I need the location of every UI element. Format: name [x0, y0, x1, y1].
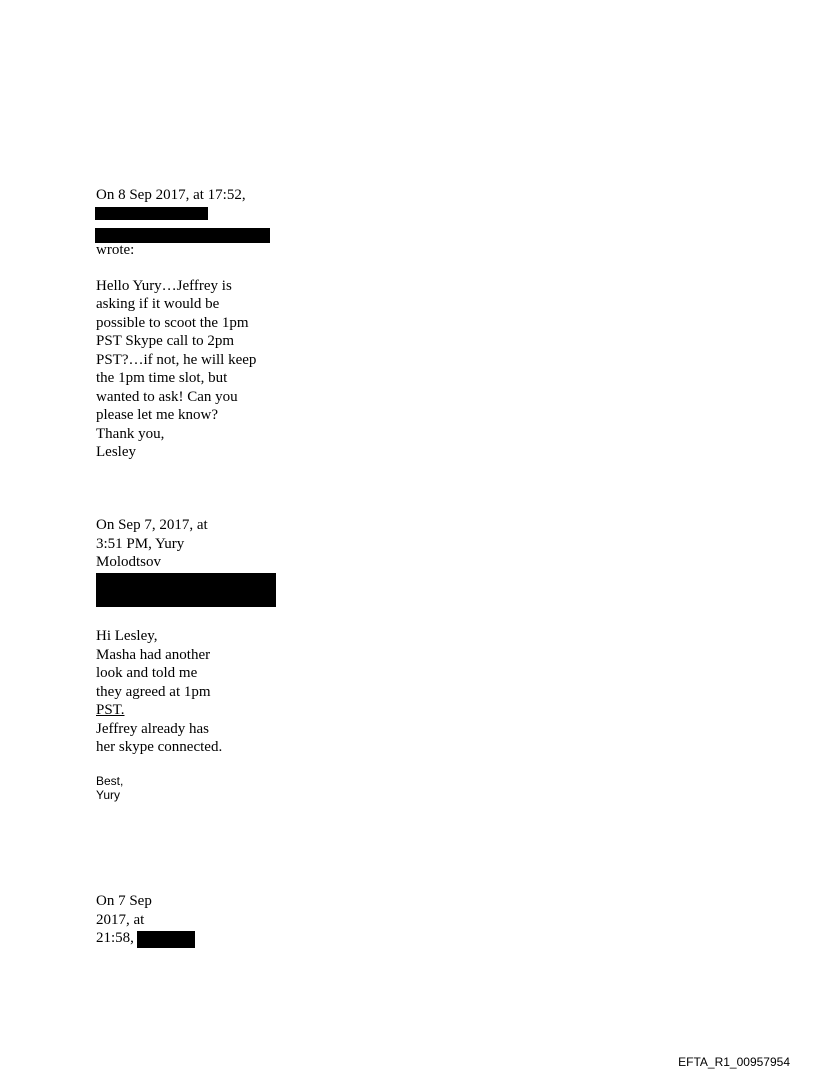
email1-wrote-label: wrote:: [96, 242, 135, 258]
email1-body-line: Thank you,: [96, 426, 165, 442]
email2-body-line: Hi Lesley,: [96, 628, 158, 644]
email1-header-line: On 8 Sep 2017, at 17:52,: [96, 187, 246, 203]
email2-signoff: Best,: [96, 774, 124, 788]
email2-body-line: Masha had another: [96, 647, 211, 663]
email2-body-line: Jeffrey already has: [96, 721, 209, 737]
email2-body-line: her skype connected.: [96, 739, 223, 755]
email1-body-line: PST?…if not, he will keep: [96, 352, 257, 368]
email1-body-line: Hello Yury…Jeffrey is: [96, 278, 232, 294]
email1-signature: Lesley: [96, 444, 136, 460]
email3-header-line: On 7 Sep: [96, 893, 152, 909]
email1-body-line: possible to scoot the 1pm: [96, 315, 249, 331]
email1-body-line: the 1pm time slot, but: [96, 370, 228, 386]
email1-body-line: please let me know?: [96, 407, 219, 423]
email2-pst-link[interactable]: PST.: [96, 702, 125, 718]
email1-body-line: wanted to ask! Can you: [96, 389, 238, 405]
email1-body-line: PST Skype call to 2pm: [96, 333, 235, 349]
email1-body-line: asking if it would be: [96, 296, 220, 312]
redaction-block: [137, 931, 195, 948]
email2-body-line: look and told me: [96, 665, 198, 681]
email3-header-line: 21:58,: [96, 930, 134, 946]
email3-header-line: 2017, at: [96, 912, 145, 928]
redaction-block: [95, 207, 208, 220]
email2-header-line: 3:51 PM, Yury: [96, 536, 185, 552]
document-id: EFTA_R1_00957954: [678, 1055, 790, 1069]
email2-signature: Yury: [96, 788, 121, 802]
email2-body-line: they agreed at 1pm: [96, 684, 211, 700]
email2-header-line: On Sep 7, 2017, at: [96, 517, 208, 533]
email2-header-line: Molodtsov: [96, 554, 162, 570]
redaction-block: [96, 573, 276, 607]
